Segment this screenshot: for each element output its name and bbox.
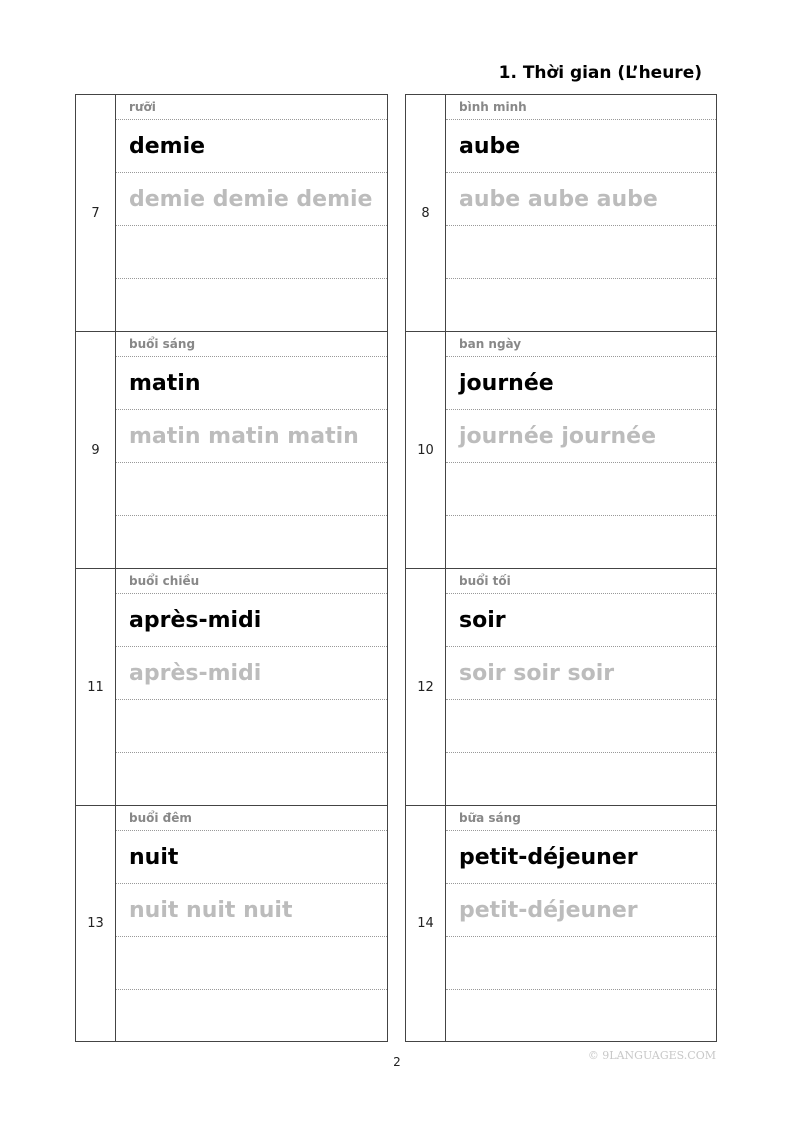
blank-practice-line — [116, 700, 387, 753]
blank-practice-line — [116, 226, 387, 279]
blank-practice-line — [116, 990, 387, 1043]
trace-practice: demie demie demie — [116, 173, 387, 226]
vietnamese-gloss: buổi đêm — [116, 806, 387, 831]
card-number: 7 — [76, 95, 116, 331]
blank-practice-line — [446, 700, 716, 753]
vietnamese-gloss: ban ngày — [446, 332, 716, 357]
card-number: 13 — [76, 806, 116, 1041]
card-number: 14 — [406, 806, 446, 1041]
card-number: 8 — [406, 95, 446, 331]
blank-practice-line — [446, 937, 716, 990]
vietnamese-gloss: buổi sáng — [116, 332, 387, 357]
copyright-notice: © 9LANGUAGES.COM — [587, 1049, 716, 1062]
vocab-card-7 — [76, 94, 388, 331]
trace-practice: journée journée — [446, 410, 716, 463]
blank-practice-line — [446, 279, 716, 332]
blank-practice-line — [446, 516, 716, 569]
trace-practice: soir soir soir — [446, 647, 716, 700]
blank-practice-line — [446, 990, 716, 1043]
page-number: 2 — [393, 1055, 401, 1069]
french-word: nuit — [116, 831, 387, 884]
french-word: soir — [446, 594, 716, 647]
card-number: 9 — [76, 332, 116, 568]
blank-practice-line — [116, 937, 387, 990]
french-word: journée — [446, 357, 716, 410]
french-word: aube — [446, 120, 716, 173]
vietnamese-gloss: buổi tối — [446, 569, 716, 594]
page-title: 1. Thời gian (L’heure) — [498, 63, 702, 83]
card-number: 11 — [76, 569, 116, 805]
trace-practice: aube aube aube — [446, 173, 716, 226]
trace-practice: nuit nuit nuit — [116, 884, 387, 937]
blank-practice-line — [116, 516, 387, 569]
trace-practice: petit-déjeuner — [446, 884, 716, 937]
vietnamese-gloss: bình minh — [446, 95, 716, 120]
french-word: matin — [116, 357, 387, 410]
vocab-card-14 — [405, 805, 717, 1042]
blank-practice-line — [116, 753, 387, 806]
vocab-card-10 — [405, 331, 717, 568]
vocab-card-13 — [76, 805, 388, 1042]
vietnamese-gloss: buổi chiều — [116, 569, 387, 594]
blank-practice-line — [446, 226, 716, 279]
french-word: après-midi — [116, 594, 387, 647]
vietnamese-gloss: rưỡi — [116, 95, 387, 120]
french-word: demie — [116, 120, 387, 173]
card-number: 12 — [406, 569, 446, 805]
vietnamese-gloss: bữa sáng — [446, 806, 716, 831]
trace-practice: matin matin matin — [116, 410, 387, 463]
trace-practice: après-midi — [116, 647, 387, 700]
blank-practice-line — [116, 463, 387, 516]
vocab-card-9 — [76, 331, 388, 568]
blank-practice-line — [446, 463, 716, 516]
french-word: petit-déjeuner — [446, 831, 716, 884]
blank-practice-line — [116, 279, 387, 332]
vocab-card-11 — [76, 568, 388, 805]
vocab-card-12 — [405, 568, 717, 805]
blank-practice-line — [446, 753, 716, 806]
vocab-card-8 — [405, 94, 717, 331]
card-number: 10 — [406, 332, 446, 568]
